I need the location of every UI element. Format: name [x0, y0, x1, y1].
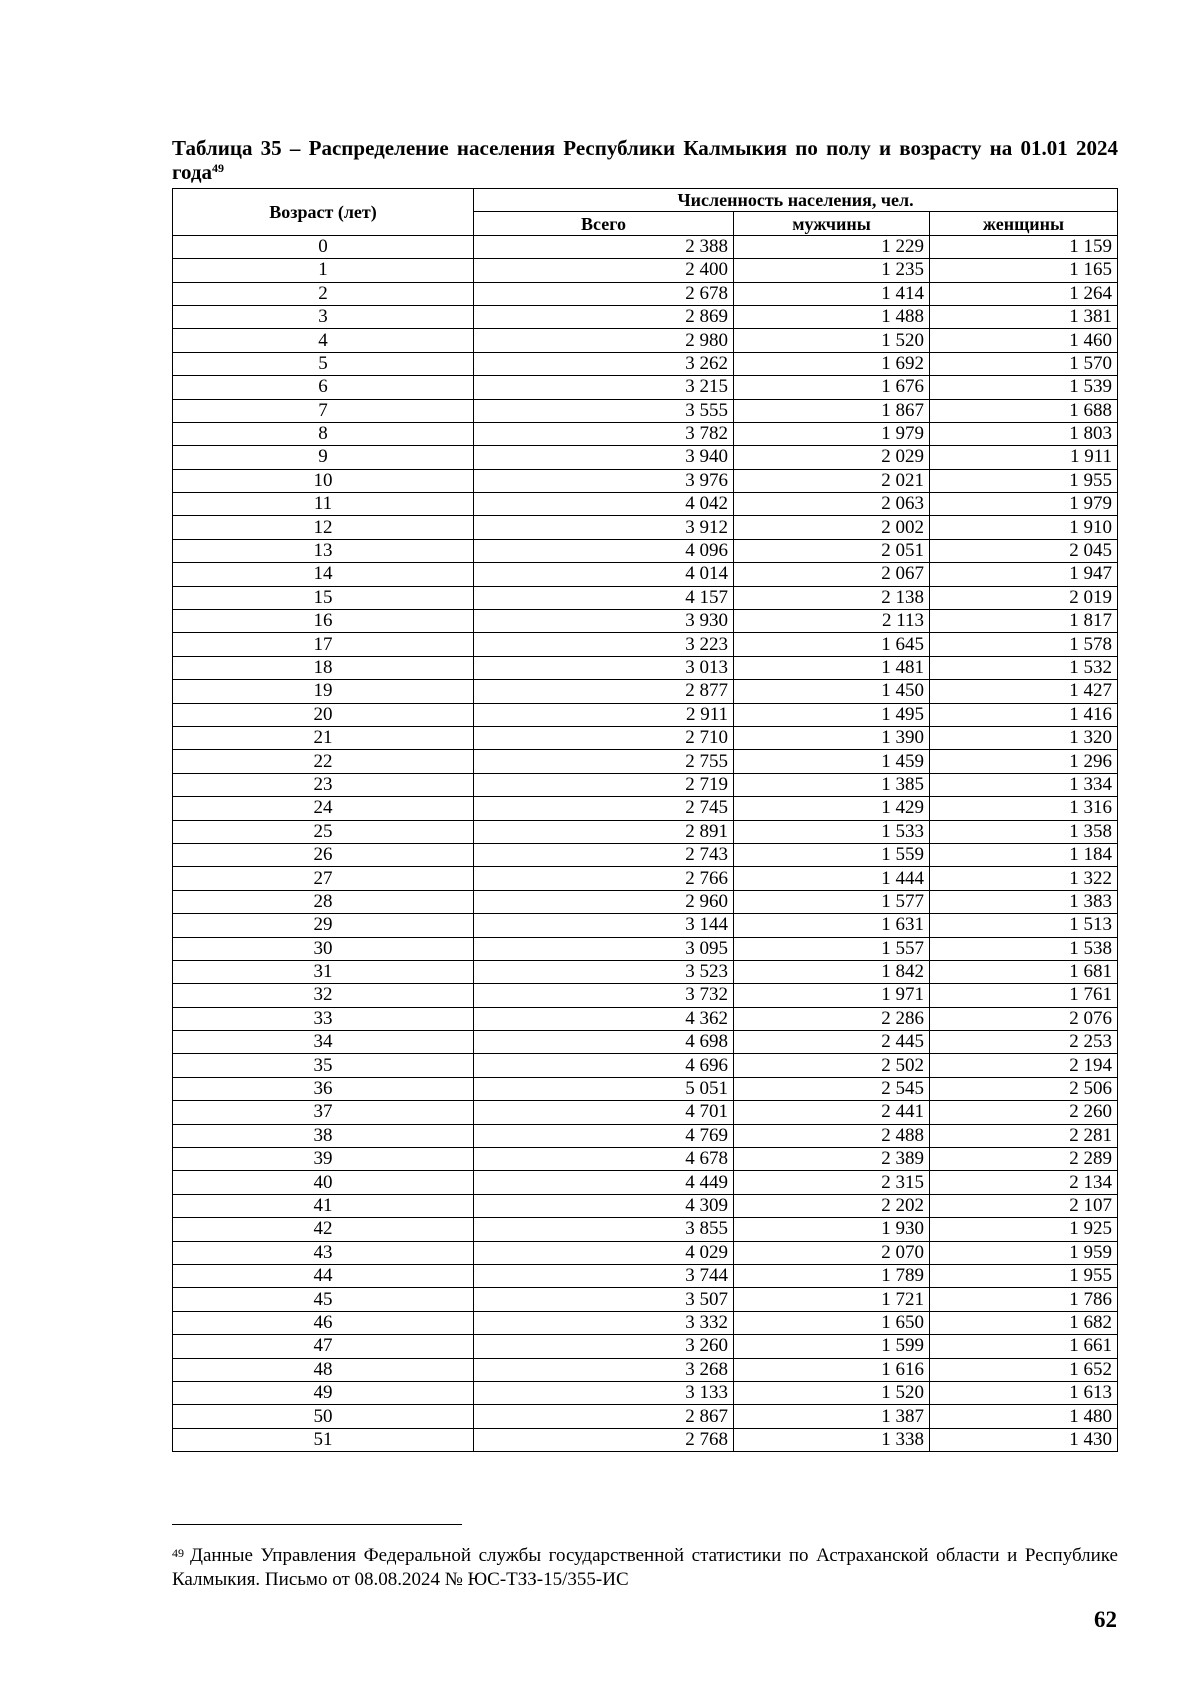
- cell-women: 1 578: [930, 633, 1118, 656]
- table-row: [173, 282, 1118, 305]
- cell-men: 1 599: [734, 1335, 930, 1358]
- cell-age: 39: [173, 1148, 474, 1171]
- cell-age: 25: [173, 820, 474, 843]
- cell-total: 2 388: [474, 235, 734, 258]
- cell-total: 3 930: [474, 610, 734, 633]
- table-row: [173, 1311, 1118, 1334]
- cell-age: 51: [173, 1428, 474, 1451]
- cell-men: 2 315: [734, 1171, 930, 1194]
- cell-total: 3 133: [474, 1381, 734, 1404]
- cell-women: 2 194: [930, 1054, 1118, 1077]
- cell-age: 9: [173, 446, 474, 469]
- cell-men: 2 002: [734, 516, 930, 539]
- cell-men: 2 445: [734, 1031, 930, 1054]
- cell-men: 2 113: [734, 610, 930, 633]
- cell-women: 1 184: [930, 843, 1118, 866]
- cell-age: 24: [173, 797, 474, 820]
- table-row: [173, 1381, 1118, 1404]
- header-women: женщины: [930, 212, 1118, 235]
- cell-women: 1 334: [930, 773, 1118, 796]
- cell-age: 35: [173, 1054, 474, 1077]
- cell-total: 3 268: [474, 1358, 734, 1381]
- table-row: [173, 1218, 1118, 1241]
- cell-men: 1 414: [734, 282, 930, 305]
- cell-age: 14: [173, 563, 474, 586]
- cell-men: 1 533: [734, 820, 930, 843]
- table-row: [173, 1171, 1118, 1194]
- cell-age: 30: [173, 937, 474, 960]
- cell-women: 1 681: [930, 960, 1118, 983]
- footnote-ref: 49: [212, 161, 225, 175]
- cell-men: 1 520: [734, 329, 930, 352]
- cell-total: 4 157: [474, 586, 734, 609]
- table-row: [173, 1241, 1118, 1264]
- footnote-divider: [172, 1524, 462, 1525]
- cell-total: 3 260: [474, 1335, 734, 1358]
- table-row: [173, 1288, 1118, 1311]
- cell-age: 32: [173, 984, 474, 1007]
- cell-age: 36: [173, 1077, 474, 1100]
- table-row: [173, 259, 1118, 282]
- table-row: [173, 305, 1118, 328]
- cell-women: 1 661: [930, 1335, 1118, 1358]
- table-row: [173, 750, 1118, 773]
- cell-women: 1 296: [930, 750, 1118, 773]
- cell-men: 2 067: [734, 563, 930, 586]
- cell-age: 33: [173, 1007, 474, 1030]
- cell-total: 3 782: [474, 422, 734, 445]
- cell-women: 1 688: [930, 399, 1118, 422]
- cell-age: 8: [173, 422, 474, 445]
- table-row: [173, 539, 1118, 562]
- cell-age: 29: [173, 914, 474, 937]
- cell-total: 3 744: [474, 1264, 734, 1287]
- cell-total: 3 976: [474, 469, 734, 492]
- cell-age: 20: [173, 703, 474, 726]
- cell-women: 2 289: [930, 1148, 1118, 1171]
- cell-women: 1 911: [930, 446, 1118, 469]
- cell-total: 2 891: [474, 820, 734, 843]
- cell-men: 1 390: [734, 726, 930, 749]
- cell-total: 2 678: [474, 282, 734, 305]
- cell-total: 2 743: [474, 843, 734, 866]
- cell-men: 1 338: [734, 1428, 930, 1451]
- cell-women: 1 381: [930, 305, 1118, 328]
- table-row: [173, 703, 1118, 726]
- cell-women: 1 786: [930, 1288, 1118, 1311]
- cell-women: 2 253: [930, 1031, 1118, 1054]
- table-row: [173, 563, 1118, 586]
- cell-total: 4 042: [474, 493, 734, 516]
- cell-age: 6: [173, 376, 474, 399]
- table-row: [173, 984, 1118, 1007]
- cell-total: 4 678: [474, 1148, 734, 1171]
- cell-men: 1 867: [734, 399, 930, 422]
- cell-total: 4 449: [474, 1171, 734, 1194]
- cell-women: 2 281: [930, 1124, 1118, 1147]
- table-row: [173, 1405, 1118, 1428]
- cell-women: 1 910: [930, 516, 1118, 539]
- cell-men: 1 559: [734, 843, 930, 866]
- cell-total: 3 215: [474, 376, 734, 399]
- cell-total: 2 755: [474, 750, 734, 773]
- table-row: [173, 235, 1118, 258]
- footnote: [172, 1544, 1118, 1592]
- cell-total: 3 332: [474, 1311, 734, 1334]
- cell-men: 1 692: [734, 352, 930, 375]
- table-row: [173, 1124, 1118, 1147]
- cell-age: 22: [173, 750, 474, 773]
- table-row: [173, 890, 1118, 913]
- page-number: 62: [1094, 1607, 1117, 1632]
- cell-women: 1 532: [930, 656, 1118, 679]
- cell-men: 2 051: [734, 539, 930, 562]
- cell-men: 2 441: [734, 1101, 930, 1124]
- cell-women: 1 538: [930, 937, 1118, 960]
- cell-women: 1 761: [930, 984, 1118, 1007]
- table-row: [173, 1031, 1118, 1054]
- cell-men: 1 235: [734, 259, 930, 282]
- cell-men: 1 842: [734, 960, 930, 983]
- table-row: [173, 1054, 1118, 1077]
- table-row: [173, 937, 1118, 960]
- cell-men: 1 459: [734, 750, 930, 773]
- cell-total: 4 096: [474, 539, 734, 562]
- cell-total: 3 262: [474, 352, 734, 375]
- cell-age: 41: [173, 1194, 474, 1217]
- cell-women: 1 416: [930, 703, 1118, 726]
- cell-men: 1 385: [734, 773, 930, 796]
- cell-total: 3 223: [474, 633, 734, 656]
- table-row: [173, 960, 1118, 983]
- table-row: [173, 1101, 1118, 1124]
- cell-men: 1 930: [734, 1218, 930, 1241]
- cell-age: 37: [173, 1101, 474, 1124]
- cell-women: 1 979: [930, 493, 1118, 516]
- table-row: [173, 446, 1118, 469]
- cell-men: 1 789: [734, 1264, 930, 1287]
- cell-total: 4 698: [474, 1031, 734, 1054]
- table-body: [173, 235, 1118, 1451]
- table-row: [173, 680, 1118, 703]
- cell-age: 1: [173, 259, 474, 282]
- cell-men: 1 650: [734, 1311, 930, 1334]
- cell-age: 7: [173, 399, 474, 422]
- cell-women: 1 427: [930, 680, 1118, 703]
- table-row: [173, 610, 1118, 633]
- table-row: [173, 422, 1118, 445]
- table-row: [173, 867, 1118, 890]
- cell-total: 3 144: [474, 914, 734, 937]
- cell-women: 1 430: [930, 1428, 1118, 1451]
- table-row: [173, 914, 1118, 937]
- cell-age: 50: [173, 1405, 474, 1428]
- cell-total: 3 732: [474, 984, 734, 1007]
- cell-total: 2 745: [474, 797, 734, 820]
- cell-age: 2: [173, 282, 474, 305]
- cell-total: 3 555: [474, 399, 734, 422]
- cell-total: 2 719: [474, 773, 734, 796]
- cell-men: 2 138: [734, 586, 930, 609]
- footnote-text: Данные Управления Федеральной службы государственной статистики по Астраханской области и Республике Калмыкия. Письмо от 08.08.2024 № ЮС-ТЗЗ-15/355-ИС: [172, 1545, 1118, 1590]
- cell-men: 1 488: [734, 305, 930, 328]
- cell-total: 4 029: [474, 1241, 734, 1264]
- cell-men: 1 979: [734, 422, 930, 445]
- cell-men: 1 721: [734, 1288, 930, 1311]
- cell-women: 1 652: [930, 1358, 1118, 1381]
- cell-total: 2 766: [474, 867, 734, 890]
- cell-men: 2 286: [734, 1007, 930, 1030]
- table-row: [173, 633, 1118, 656]
- table-title: [172, 136, 1118, 184]
- cell-age: 3: [173, 305, 474, 328]
- cell-age: 31: [173, 960, 474, 983]
- cell-total: 5 051: [474, 1077, 734, 1100]
- cell-age: 49: [173, 1381, 474, 1404]
- cell-women: 1 316: [930, 797, 1118, 820]
- population-table: [172, 188, 1118, 1452]
- cell-age: 40: [173, 1171, 474, 1194]
- cell-women: 2 076: [930, 1007, 1118, 1030]
- cell-women: 1 613: [930, 1381, 1118, 1404]
- cell-age: 11: [173, 493, 474, 516]
- cell-age: 27: [173, 867, 474, 890]
- cell-age: 0: [173, 235, 474, 258]
- cell-women: 1 460: [930, 329, 1118, 352]
- cell-total: 2 710: [474, 726, 734, 749]
- cell-total: 4 362: [474, 1007, 734, 1030]
- cell-total: 4 769: [474, 1124, 734, 1147]
- cell-age: 18: [173, 656, 474, 679]
- cell-total: 2 869: [474, 305, 734, 328]
- cell-age: 10: [173, 469, 474, 492]
- cell-age: 12: [173, 516, 474, 539]
- cell-men: 1 616: [734, 1358, 930, 1381]
- cell-women: 1 322: [930, 867, 1118, 890]
- cell-total: 3 940: [474, 446, 734, 469]
- cell-women: 1 803: [930, 422, 1118, 445]
- cell-total: 4 014: [474, 563, 734, 586]
- cell-age: 5: [173, 352, 474, 375]
- cell-total: 2 867: [474, 1405, 734, 1428]
- cell-age: 15: [173, 586, 474, 609]
- cell-women: 1 947: [930, 563, 1118, 586]
- cell-women: 1 358: [930, 820, 1118, 843]
- cell-men: 1 481: [734, 656, 930, 679]
- cell-age: 13: [173, 539, 474, 562]
- cell-age: 45: [173, 1288, 474, 1311]
- footnote-number: 49: [172, 1546, 184, 1560]
- cell-total: 2 980: [474, 329, 734, 352]
- cell-men: 1 444: [734, 867, 930, 890]
- table-row: [173, 843, 1118, 866]
- table-row: [173, 469, 1118, 492]
- table-row: [173, 1335, 1118, 1358]
- table-row: [173, 773, 1118, 796]
- cell-men: 2 202: [734, 1194, 930, 1217]
- cell-men: 1 577: [734, 890, 930, 913]
- cell-total: 4 309: [474, 1194, 734, 1217]
- cell-total: 3 095: [474, 937, 734, 960]
- cell-women: 1 817: [930, 610, 1118, 633]
- cell-men: 2 021: [734, 469, 930, 492]
- cell-women: 1 159: [930, 235, 1118, 258]
- cell-men: 1 676: [734, 376, 930, 399]
- cell-women: 1 383: [930, 890, 1118, 913]
- table-row: [173, 352, 1118, 375]
- cell-women: 1 925: [930, 1218, 1118, 1241]
- cell-women: 2 107: [930, 1194, 1118, 1217]
- table-row: [173, 586, 1118, 609]
- cell-age: 16: [173, 610, 474, 633]
- cell-total: 2 768: [474, 1428, 734, 1451]
- cell-total: 2 960: [474, 890, 734, 913]
- cell-total: 3 523: [474, 960, 734, 983]
- cell-age: 28: [173, 890, 474, 913]
- table-row: [173, 1077, 1118, 1100]
- header-population-group: Численность населения, чел.: [474, 189, 1118, 212]
- cell-men: 2 063: [734, 493, 930, 516]
- table-row: [173, 656, 1118, 679]
- cell-women: 1 682: [930, 1311, 1118, 1334]
- cell-women: 1 955: [930, 1264, 1118, 1287]
- header-row-1: [173, 189, 1118, 212]
- cell-women: 1 539: [930, 376, 1118, 399]
- cell-age: 26: [173, 843, 474, 866]
- cell-men: 1 495: [734, 703, 930, 726]
- table-row: [173, 820, 1118, 843]
- table-row: [173, 376, 1118, 399]
- table-title-text: Таблица 35 – Распределение населения Республики Калмыкия по полу и возрасту на 01.01 2024 года: [172, 136, 1118, 184]
- cell-age: 21: [173, 726, 474, 749]
- header-total: Всего: [474, 212, 734, 235]
- cell-women: 1 320: [930, 726, 1118, 749]
- cell-men: 1 645: [734, 633, 930, 656]
- cell-men: 1 971: [734, 984, 930, 1007]
- cell-total: 2 877: [474, 680, 734, 703]
- cell-age: 4: [173, 329, 474, 352]
- table-row: [173, 516, 1118, 539]
- cell-total: 3 013: [474, 656, 734, 679]
- cell-men: 2 488: [734, 1124, 930, 1147]
- table-row: [173, 797, 1118, 820]
- cell-women: 1 264: [930, 282, 1118, 305]
- cell-men: 2 070: [734, 1241, 930, 1264]
- header-men: мужчины: [734, 212, 930, 235]
- cell-age: 47: [173, 1335, 474, 1358]
- cell-age: 46: [173, 1311, 474, 1334]
- cell-women: 1 570: [930, 352, 1118, 375]
- cell-total: 2 911: [474, 703, 734, 726]
- table-row: [173, 726, 1118, 749]
- cell-men: 1 450: [734, 680, 930, 703]
- cell-age: 19: [173, 680, 474, 703]
- cell-age: 38: [173, 1124, 474, 1147]
- table-row: [173, 1428, 1118, 1451]
- cell-men: 1 229: [734, 235, 930, 258]
- cell-men: 2 389: [734, 1148, 930, 1171]
- cell-age: 17: [173, 633, 474, 656]
- cell-age: 34: [173, 1031, 474, 1054]
- cell-women: 1 165: [930, 259, 1118, 282]
- cell-men: 2 502: [734, 1054, 930, 1077]
- table-row: [173, 399, 1118, 422]
- cell-age: 23: [173, 773, 474, 796]
- cell-women: 1 513: [930, 914, 1118, 937]
- table-row: [173, 1194, 1118, 1217]
- cell-women: 1 955: [930, 469, 1118, 492]
- cell-total: 4 701: [474, 1101, 734, 1124]
- cell-total: 2 400: [474, 259, 734, 282]
- cell-total: 3 855: [474, 1218, 734, 1241]
- cell-age: 48: [173, 1358, 474, 1381]
- cell-men: 2 545: [734, 1077, 930, 1100]
- cell-men: 2 029: [734, 446, 930, 469]
- cell-women: 2 019: [930, 586, 1118, 609]
- cell-men: 1 520: [734, 1381, 930, 1404]
- cell-total: 3 507: [474, 1288, 734, 1311]
- cell-men: 1 387: [734, 1405, 930, 1428]
- cell-age: 42: [173, 1218, 474, 1241]
- table-row: [173, 1358, 1118, 1381]
- cell-age: 44: [173, 1264, 474, 1287]
- table-row: [173, 329, 1118, 352]
- cell-women: 1 959: [930, 1241, 1118, 1264]
- cell-women: 2 045: [930, 539, 1118, 562]
- cell-age: 43: [173, 1241, 474, 1264]
- cell-women: 2 506: [930, 1077, 1118, 1100]
- header-age: Возраст (лет): [173, 189, 474, 236]
- cell-men: 1 557: [734, 937, 930, 960]
- table-row: [173, 1148, 1118, 1171]
- cell-men: 1 429: [734, 797, 930, 820]
- table-row: [173, 1007, 1118, 1030]
- table-row: [173, 493, 1118, 516]
- cell-total: 3 912: [474, 516, 734, 539]
- table-row: [173, 1264, 1118, 1287]
- cell-women: 2 260: [930, 1101, 1118, 1124]
- cell-women: 1 480: [930, 1405, 1118, 1428]
- cell-women: 2 134: [930, 1171, 1118, 1194]
- cell-men: 1 631: [734, 914, 930, 937]
- cell-total: 4 696: [474, 1054, 734, 1077]
